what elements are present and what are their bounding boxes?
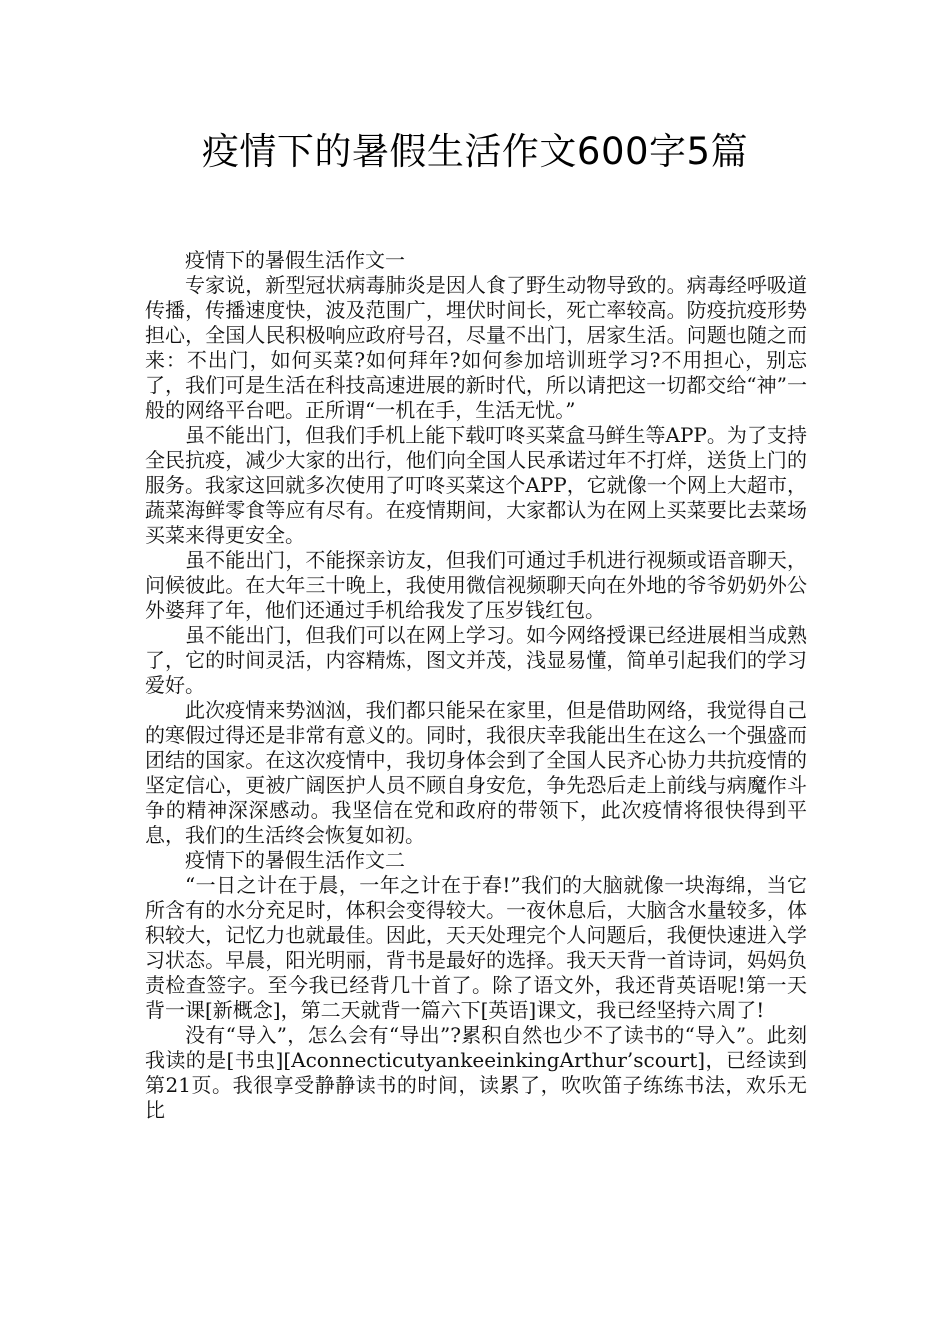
paragraph: 虽不能出门，但我们可以在网上学习。如今网络授课已经进展相当成熟了，它的时间灵活，内容精炼，图文并茂，浅显易懂，简单引起我们的学习爱好。 (145, 623, 807, 697)
document-title: 疫情下的暑假生活作文600字5篇 (201, 130, 749, 173)
paragraph: “一日之计在于晨，一年之计在于春!”我们的大脑就像一块海绵，当它所含有的水分充足时，体积会变得较大。一夜休息后，大脑含水量较多，体积较大，记忆力也就最佳。因此，天天处理完个人问题后，我便快速进入学习状态。早晨，阳光明丽，背书是最好的选择。我天天背一首诗词，妈妈负责检查签字。至今我已经背几十首了。除了语文外，我还背英语呢!第一天背一课[新概念]，第二天就背一篇六下[英语]课文，我已经坚持六周了! (145, 873, 807, 1022)
document-body (145, 248, 807, 1123)
paragraph: 虽不能出门，不能探亲访友，但我们可通过手机进行视频或语音聊天，问候彼此。在大年三十晚上，我使用微信视频聊天向在外地的爷爷奶奶外公外婆拜了年，他们还通过手机给我发了压岁钱红包。 (145, 548, 807, 622)
section-heading-1: 疫情下的暑假生活作文一 (185, 248, 405, 272)
paragraph: 此次疫情来势汹汹，我们都只能呆在家里，但是借助网络，我觉得自己的寒假过得还是非常有意义的。同时，我很庆幸我能出生在这么一个强盛而团结的国家。在这次疫情中，我切身体会到了全国人民齐心协力共抗疫情的坚定信心，更被广阔医护人员不顾自身安危，争先恐后走上前线与病魔作斗争的精神深深感动。我坚信在党和政府的带领下，此次疫情将很快得到平息，我们的生活终会恢复如初。 (145, 698, 807, 847)
paragraph: 专家说，新型冠状病毒肺炎是因人食了野生动物导致的。病毒经呼吸道传播，传播速度快，波及范围广，埋伏时间长，死亡率较高。防疫抗疫形势担心，全国人民积极响应政府号召，尽量不出门，居家生活。问题也随之而来：不出门，如何买菜?如何拜年?如何参加培训班学习?不用担心，别忘了，我们可是生活在科技高速进展的新时代，所以请把这一切都交给“神”一般的网络平台吧。正所谓“一机在手，生活无忧。” (145, 273, 807, 422)
section-heading-2: 疫情下的暑假生活作文二 (185, 848, 405, 872)
paragraph: 没有“导入”，怎么会有“导出”?累积自然也少不了读书的“导入”。此刻我读的是[书虫][AconnecticutyankeeinkingArthur’scourt]，已经读到第21页。我很享受静静读书的时间，读累了，吹吹笛子练练书法，欢乐无比 (145, 1023, 807, 1122)
paragraph: 虽不能出门，但我们手机上能下载叮咚买菜盒马鲜生等APP。为了支持全民抗疫，减少大家的出行，他们向全国人民承诺过年不打烊，送货上门的服务。我家这回就多次使用了叮咚买菜这个APP，它就像一个网上大超市，蔬菜海鲜零食等应有尽有。在疫情期间，大家都认为在网上买菜要比去菜场买菜来得更安全。 (145, 423, 807, 547)
